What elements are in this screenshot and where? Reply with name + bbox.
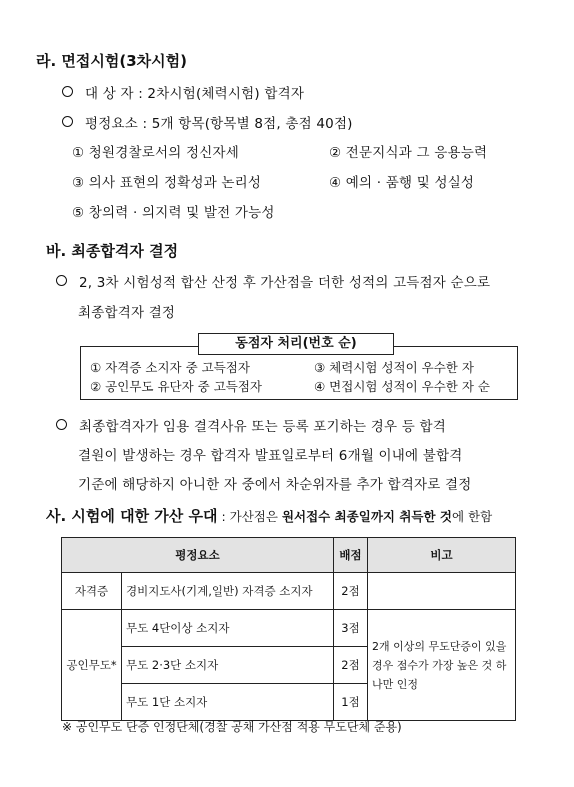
category-cell: 공인무도* xyxy=(62,610,122,721)
criteria-item: ① 청원경찰로서의 정신자세 xyxy=(72,145,239,161)
score-cell: 3점 xyxy=(334,610,368,647)
score-cell: 2점 xyxy=(334,647,368,684)
table-row xyxy=(62,610,516,647)
header-criteria: 평정요소 xyxy=(62,538,334,573)
tie-break-title: 동점자 처리(번호 순) xyxy=(198,333,394,355)
section-ba-title: 바. 최종합격자 결정 xyxy=(46,242,179,260)
tie-item: ③ 체력시험 성적이 우수한 자 xyxy=(314,360,474,375)
criteria-item: ③ 의사 표현의 정확성과 논리성 xyxy=(72,175,262,191)
criteria-text: 평정요소 : 5개 항목(항목별 8점, 총점 40점) xyxy=(85,116,353,132)
score-cell: 2점 xyxy=(334,573,368,610)
section-ra-title: 라. 면접시험(3차시험) xyxy=(36,52,187,70)
replacement-line xyxy=(56,415,446,435)
footnote: ※ 공인무도 단증 인정단체(경찰 공채 가산점 적용 무도단체 준용) xyxy=(62,720,402,734)
final-rule-line xyxy=(56,271,490,291)
tie-item: ④ 면접시험 성적이 우수한 자 순 xyxy=(314,379,490,394)
remark-cell: 2개 이상의 무도단증이 있을 경우 점수가 가장 높은 것 하나만 인정 xyxy=(368,610,516,721)
target-text: 대 상 자 : 2차시험(체력시험) 합격자 xyxy=(85,86,305,102)
section-sa-note: : 가산점은 원서접수 최종일까지 취득한 것에 한함 xyxy=(217,509,493,524)
final-rule-text: 2, 3차 시험성적 합산 산정 후 가산점을 더한 성적의 고득점자 순으로 xyxy=(79,275,491,291)
item-cell: 무도 1단 소지자 xyxy=(122,684,334,721)
bonus-table xyxy=(61,537,516,721)
section-sa-heading xyxy=(46,505,492,526)
bullet-circle-icon xyxy=(56,275,67,286)
criteria-line xyxy=(62,112,353,132)
final-rule-cont: 최종합격자 결정 xyxy=(78,305,176,321)
header-score: 배점 xyxy=(334,538,368,573)
replacement-cont: 결원이 발생하는 경우 합격자 발표일로부터 6개월 이내에 불합격 xyxy=(78,448,463,464)
bullet-circle-icon xyxy=(62,116,73,127)
replacement-cont: 기준에 해당하지 아니한 자 중에서 차순위자를 추가 합격자로 결정 xyxy=(78,477,472,493)
target-line xyxy=(62,82,304,102)
category-cell: 자격증 xyxy=(62,573,122,610)
table-header-row xyxy=(62,538,516,573)
criteria-item: ② 전문지식과 그 응용능력 xyxy=(329,145,488,161)
item-cell: 무도 2·3단 소지자 xyxy=(122,647,334,684)
item-cell: 무도 4단이상 소지자 xyxy=(122,610,334,647)
tie-item: ① 자격증 소지자 중 고득점자 xyxy=(90,360,250,375)
replacement-text: 최종합격자가 임용 결격사유 또는 등록 포기하는 경우 등 합격 xyxy=(79,419,446,435)
section-sa-note-bold: 원서접수 최종일까지 취득한 것 xyxy=(281,509,452,524)
tie-item: ② 공인무도 유단자 중 고득점자 xyxy=(90,379,263,394)
table-row xyxy=(62,573,516,610)
criteria-item: ⑤ 창의력 · 의지력 및 발전 가능성 xyxy=(72,205,275,221)
score-cell: 1점 xyxy=(334,684,368,721)
header-remark: 비고 xyxy=(368,538,516,573)
remark-cell xyxy=(368,573,516,610)
section-sa-title: 사. 시험에 대한 가산 우대 xyxy=(46,507,218,525)
criteria-item: ④ 예의 · 품행 및 성실성 xyxy=(329,175,475,191)
item-cell: 경비지도사(기계,일반) 자격증 소지자 xyxy=(122,573,334,610)
bullet-circle-icon xyxy=(62,86,73,97)
bullet-circle-icon xyxy=(56,419,67,430)
